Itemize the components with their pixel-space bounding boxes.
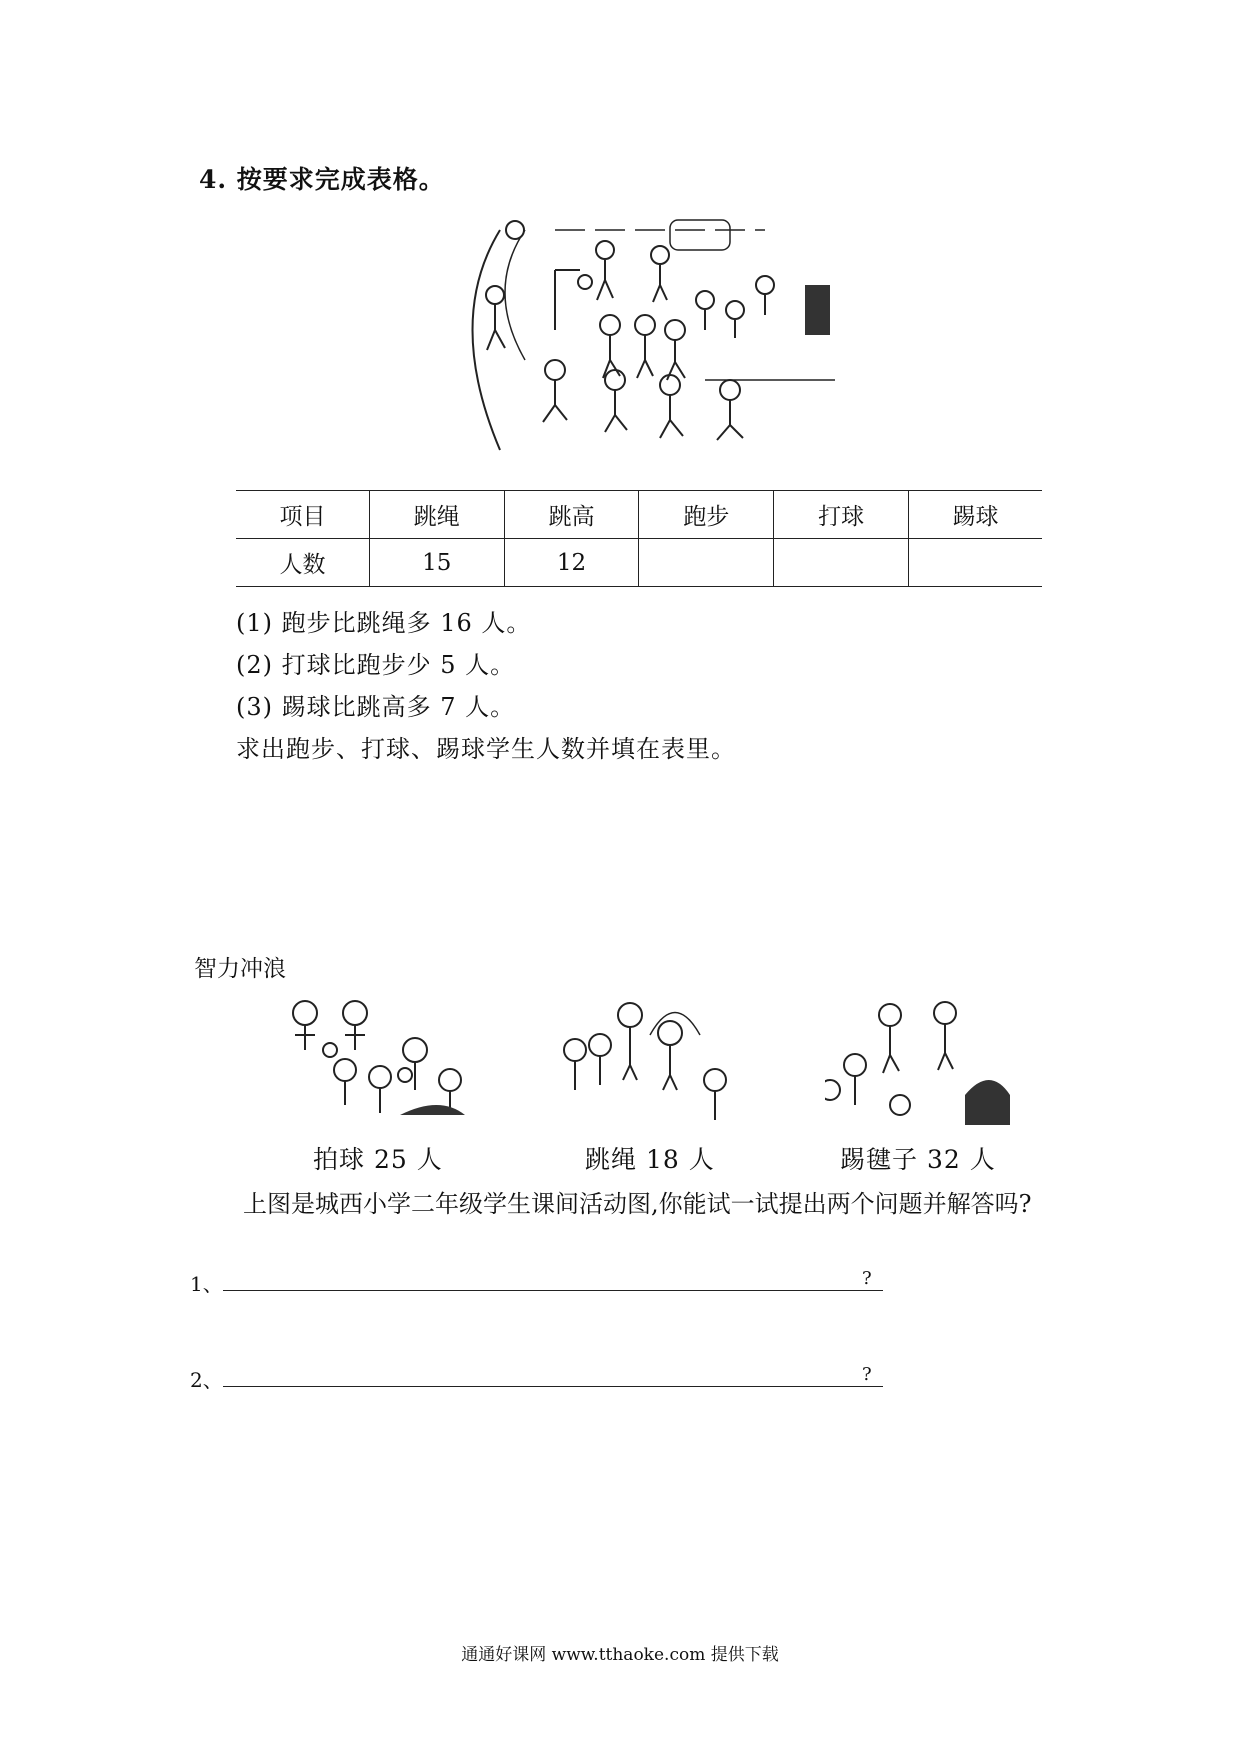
condition-3: (3) 踢球比跳高多 7 人。 bbox=[236, 693, 516, 721]
sports-field-illustration bbox=[455, 210, 845, 460]
activity-count-table bbox=[236, 490, 1042, 587]
table-header-row bbox=[236, 491, 1042, 539]
question-prompt: 上图是城西小学二年级学生课间活动图,你能试一试提出两个问题并解答吗? bbox=[243, 1190, 1032, 1218]
table-cell-blank[interactable] bbox=[774, 539, 909, 587]
answer-number-2: 2、 bbox=[190, 1368, 223, 1392]
table-cell: 跳绳 bbox=[369, 491, 504, 539]
condition-2: (2) 打球比跑步少 5 人。 bbox=[236, 651, 516, 679]
activity-caption-ball: 拍球 25 人 bbox=[313, 1145, 443, 1174]
shuttlecock-kicking-illustration bbox=[825, 995, 1015, 1135]
table-cell: 15 bbox=[369, 539, 504, 587]
ball-bouncing-illustration bbox=[280, 995, 470, 1135]
condition-1: (1) 跑步比跳绳多 16 人。 bbox=[236, 609, 532, 637]
table-row bbox=[236, 539, 1042, 587]
page-footer: 通通好课网 www.tthaoke.com 提供下载 bbox=[461, 1645, 779, 1665]
table-cell: 踢球 bbox=[909, 491, 1042, 539]
table-cell: 人数 bbox=[236, 539, 369, 587]
jump-rope-illustration bbox=[555, 995, 745, 1135]
section-title: 智力冲浪 bbox=[194, 956, 286, 982]
table-cell: 12 bbox=[504, 539, 639, 587]
condition-instruction: 求出跑步、打球、踢球学生人数并填在表里。 bbox=[236, 735, 736, 763]
answer-line-2[interactable] bbox=[223, 1386, 883, 1387]
table-cell: 打球 bbox=[774, 491, 909, 539]
activity-caption-shuttlecock: 踢毽子 32 人 bbox=[840, 1145, 996, 1174]
table-cell: 跳高 bbox=[504, 491, 639, 539]
answer-number-1: 1、 bbox=[190, 1272, 223, 1296]
question-title: 4. 按要求完成表格。 bbox=[199, 165, 445, 194]
table-cell-blank[interactable] bbox=[909, 539, 1042, 587]
answer-question-mark-2: ? bbox=[862, 1364, 872, 1385]
table-cell-blank[interactable] bbox=[639, 539, 774, 587]
table-cell: 项目 bbox=[236, 491, 369, 539]
table-cell: 跑步 bbox=[639, 491, 774, 539]
answer-question-mark-1: ? bbox=[862, 1268, 872, 1289]
activity-caption-rope: 跳绳 18 人 bbox=[585, 1145, 715, 1174]
answer-line-1[interactable] bbox=[223, 1290, 883, 1291]
